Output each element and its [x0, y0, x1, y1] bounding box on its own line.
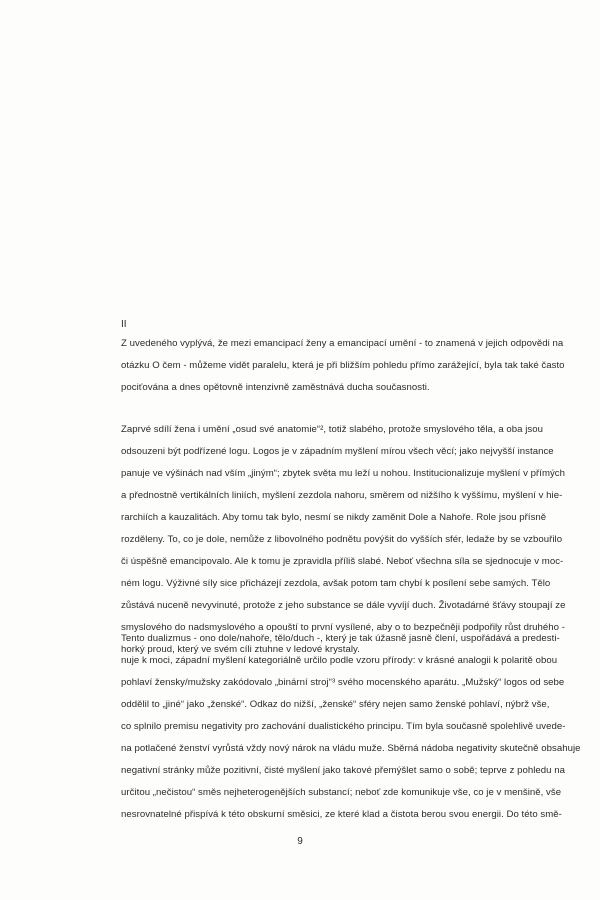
text-line: na potlačené ženství vyrůstá vždy nový nárok na vládu muže. Sběrná nádoba negativity skutečně obsahuje [121, 743, 581, 754]
text-line: pohlaví žensky/mužsky zakódovalo „binární stroj“³ svého mocenského aparátu. „Mužský“ logos od sebe [121, 677, 565, 688]
text-line: či úspěšně emancipovalo. Ale k tomu je zpravidla příliš slabé. Neboť všechna síla se sjednocuje v moc- [121, 556, 564, 567]
section-number: II [121, 319, 127, 330]
text-line: zůstává nuceně nevyvinuté, protože z jeho substance se dále vyvíjí duch. Životadárné šťávy stoupají ze [121, 600, 566, 611]
text-line: nesrovnatelné přispívá k této obskurní směsici, ze které klad a čistota berou svou energii. Do této smě- [121, 809, 562, 820]
text-line: horký proud, který ve svém cíli ztuhne v ledové krystaly. [121, 644, 360, 655]
text-line: co splnilo premisu negativity pro zachování dualistického principu. Tím byla současně spolehlivě uvede- [121, 721, 566, 732]
text-line: otázku O čem - můžeme vidět paralelu, která je při bližším pohledu přímo zarážející, byla tak také často [121, 360, 565, 371]
text-line: a přednostně vertikálních liniích, myšlení zezdola nahoru, směrem od nižšího k vyššímu, myšlení v hie- [121, 490, 563, 501]
paragraph-3 [121, 628, 581, 826]
text-line: nuje k moci, západní myšlení kategoriálně určilo podle vzoru přírody: v krásné analogii k polaritě obou [121, 655, 558, 666]
page-number: 9 [297, 836, 303, 847]
text-line: Zaprvé sdílí žena i umění „osud své anatomie“², totiž slabého, protože smyslového těla, a oba jsou [121, 424, 543, 435]
text-line: odsouzeni být podřízené logu. Logos je v západním myšlení mírou všech věcí; jako nejvyšší instance [121, 446, 554, 457]
paragraph-1 [121, 333, 565, 399]
text-line: rozděleny. To, co je dole, nemůže z libovolného podnětu povýšit do vyšších sfér, ledaže by se vzbouřilo [121, 534, 563, 545]
text-line: Tento dualizmus - ono dole/nahoře, tělo/duch -, který je tak úžasně jasně člení, uspořádává a predesti- [121, 633, 560, 644]
text-line: negativní stránky může pozitivní, čisté myšlení jako takové přemýšlet samo o sobě; teprve z pohledu na [121, 765, 566, 776]
text-line: ném logu. Výživné síly sice přicházejí zezdola, avšak potom tam chybí k posílení sebe samých. Tělo [121, 578, 551, 589]
text-line: rarchiích a kauzalitách. Aby tomu tak bylo, nesmí se nikdy zaměnit Dole a Nahoře. Role jsou přísně [121, 512, 547, 523]
text-line: Z uvedeného vyplývá, že mezi emancipací ženy a emancipací umění - to znamená v jejich odpovědi na [121, 338, 564, 349]
text-line: panuje ve výšinách nad vším „jiným“; zbytek světa mu leží u nohou. Institucionalizuje myšlení v přímých [121, 468, 566, 479]
text-line: pociťována a dnes opětovně intenzivně zaměstnává ducha současnosti. [121, 382, 430, 393]
text-line: smyslového do nadsmyslového a opouští to první vysílené, aby o to bezpečněji podpořily růst druhého - [121, 622, 566, 633]
text-line: oddělil to „jiné“ jako „ženské“. Odkaz do nižší, „ženské“ sféry nejen samo ženské pohlaví, nýbrž vše, [121, 699, 550, 710]
text-line: určitou „nečistou“ směs nejheterogenějších substancí; neboť zde komunikuje vše, co je v menšině, vše [121, 787, 562, 798]
